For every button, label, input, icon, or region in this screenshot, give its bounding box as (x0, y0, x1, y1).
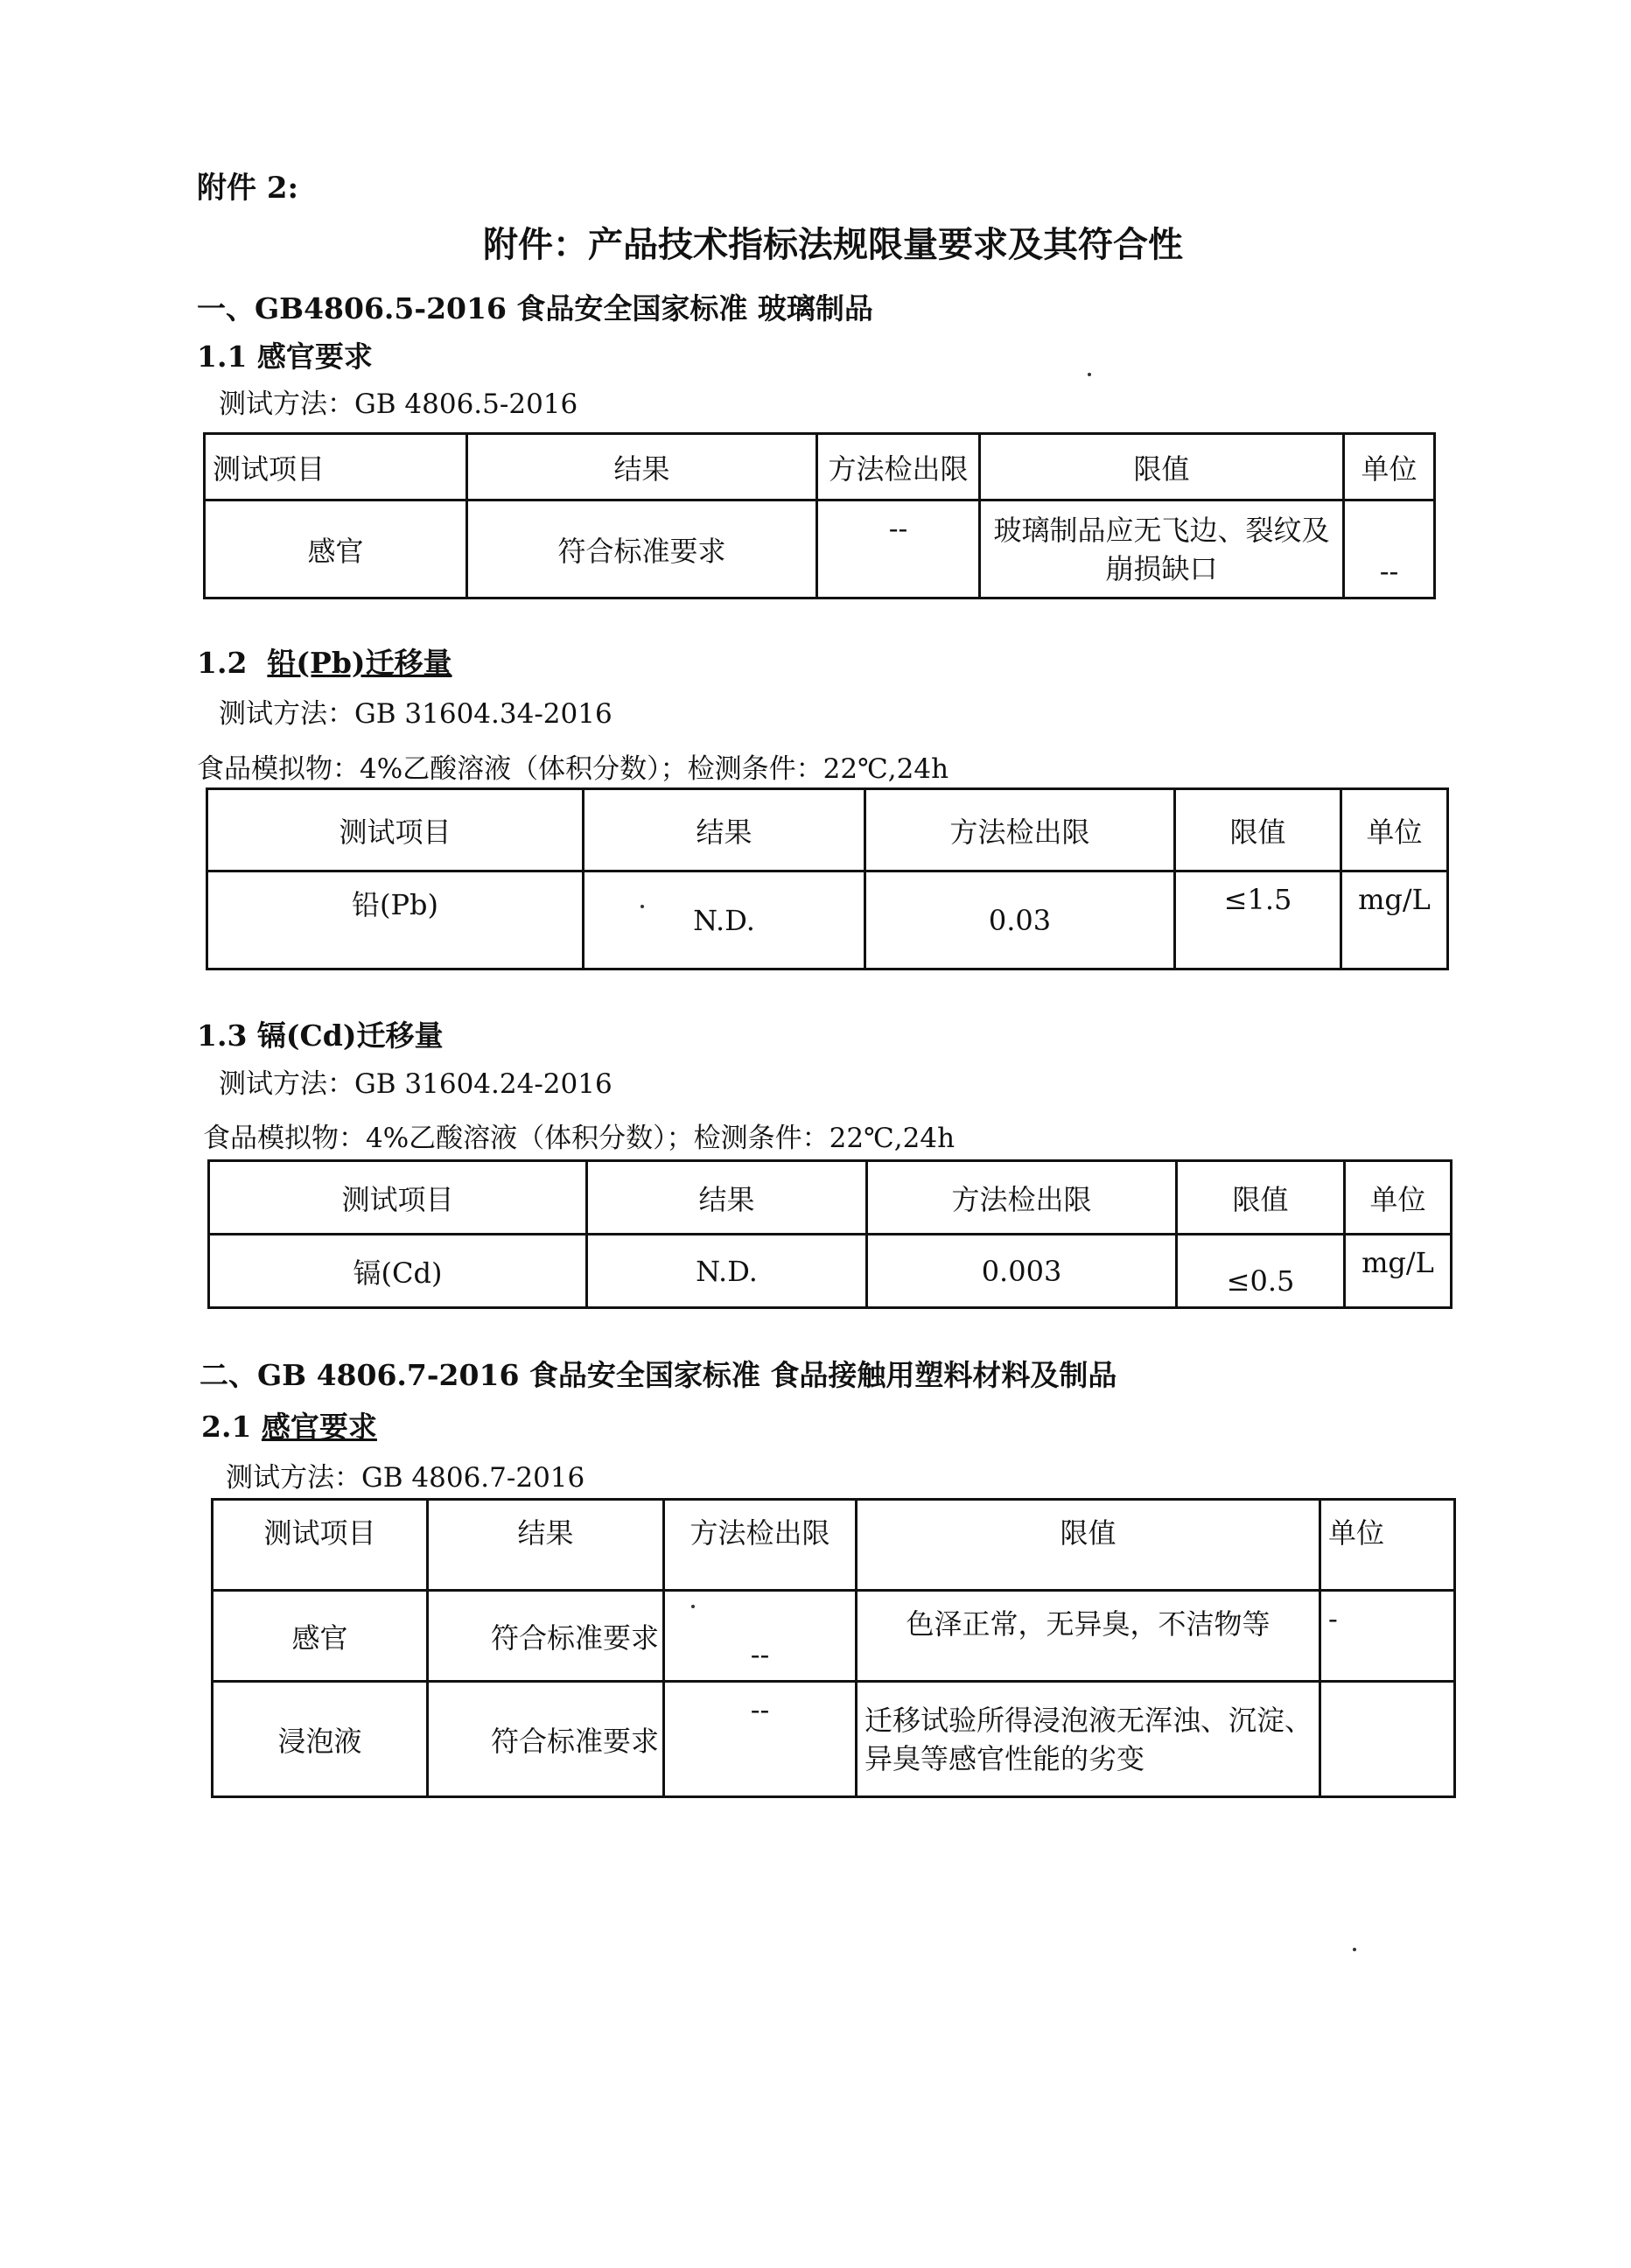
cell-result: 符合标准要求 (428, 1591, 664, 1682)
cell-unit: - (1320, 1591, 1455, 1682)
test-condition-1-2: 食品模拟物：4%乙酸溶液（体积分数）；检测条件：22℃,24h (197, 753, 949, 785)
cell-detection-limit: 0.03 (865, 872, 1175, 970)
header-limit: 限值 (1177, 1161, 1345, 1235)
header-limit: 限值 (980, 434, 1344, 500)
attachment-label: 附件 2: (197, 171, 299, 206)
cell-detection-limit: -- (664, 1682, 857, 1797)
test-condition-1-3: 食品模拟物：4%乙酸溶液（体积分数）；检测条件：22℃,24h (203, 1123, 956, 1154)
cell-detection-limit: -- (817, 500, 980, 598)
header-detection-limit: 方法检出限 (817, 434, 980, 500)
table-1-2 (206, 788, 1449, 970)
test-method-1-2: 测试方法：GB 31604.34-2016 (219, 698, 612, 730)
header-result: 结果 (428, 1500, 664, 1591)
header-test-item: 测试项目 (209, 1161, 587, 1235)
header-test-item: 测试项目 (213, 1500, 428, 1591)
header-unit: 单位 (1344, 434, 1435, 500)
scan-speck (640, 905, 644, 908)
header-limit: 限值 (857, 1500, 1320, 1591)
header-result: 结果 (467, 434, 817, 500)
scan-speck (1353, 1948, 1356, 1951)
cell-test-item: 浸泡液 (213, 1682, 428, 1797)
cell-limit: ≤1.5 (1175, 872, 1341, 970)
scan-speck (1088, 373, 1091, 376)
header-result: 结果 (584, 789, 865, 872)
table-2-1 (211, 1498, 1456, 1798)
table-header-row (213, 1500, 1455, 1591)
cell-detection-limit: -- (664, 1591, 857, 1682)
cell-result: 符合标准要求 (467, 500, 817, 598)
table-row (213, 1682, 1455, 1797)
cell-unit: mg/L (1341, 872, 1448, 970)
header-detection-limit: 方法检出限 (867, 1161, 1177, 1235)
cell-test-item: 感官 (205, 500, 467, 598)
header-test-item: 测试项目 (205, 434, 467, 500)
section-2-heading: 二、GB 4806.7-2016 食品安全国家标准 食品接触用塑料材料及制品 (200, 1358, 1117, 1392)
table-row (205, 500, 1435, 598)
cell-unit: -- (1344, 500, 1435, 598)
cell-result: N.D. (587, 1235, 867, 1308)
cell-unit: mg/L (1345, 1235, 1452, 1308)
cell-unit (1320, 1682, 1455, 1797)
test-method-2-1: 测试方法：GB 4806.7-2016 (226, 1462, 585, 1494)
table-header-row (209, 1161, 1452, 1235)
subsection-title: 铅(Pb)迁移量 (267, 646, 452, 680)
cell-limit: ≤0.5 (1177, 1235, 1345, 1308)
table-1-3 (207, 1159, 1452, 1309)
cell-limit: 玻璃制品应无飞边、裂纹及崩损缺口 (980, 500, 1344, 598)
scan-speck (691, 1605, 695, 1608)
subsection-1-1-heading (197, 334, 373, 375)
test-method-1-3: 测试方法：GB 31604.24-2016 (219, 1068, 612, 1100)
cell-result: 符合标准要求 (428, 1682, 664, 1797)
header-test-item: 测试项目 (207, 789, 584, 872)
table-row (209, 1235, 1452, 1308)
cell-test-item: 铅(Pb) (207, 872, 584, 970)
cell-result: N.D. (584, 872, 865, 970)
subsection-number: 1.1 (197, 340, 248, 374)
header-unit: 单位 (1341, 789, 1448, 872)
cell-test-item: 镉(Cd) (209, 1235, 587, 1308)
subsection-title: 感官要求 (256, 340, 373, 374)
subsection-title: 感官要求 (261, 1410, 377, 1444)
subsection-1-2-heading (197, 640, 452, 682)
subsection-1-3-heading (197, 1013, 444, 1054)
header-detection-limit: 方法检出限 (664, 1500, 857, 1591)
subsection-number: 1.3 (197, 1018, 248, 1053)
document-title: 附件：产品技术指标法规限量要求及其符合性 (483, 224, 1183, 265)
subsection-number: 2.1 (201, 1410, 252, 1444)
table-row (213, 1591, 1455, 1682)
header-unit: 单位 (1345, 1161, 1452, 1235)
cell-limit: 迁移试验所得浸泡液无浑浊、沉淀、异臭等感官性能的劣变 (857, 1682, 1320, 1797)
table-row (207, 872, 1448, 970)
subsection-number: 1.2 (197, 646, 248, 680)
cell-limit: 色泽正常，无异臭，不洁物等 (857, 1591, 1320, 1682)
table-header-row (207, 789, 1448, 872)
subsection-2-1-heading (201, 1404, 377, 1446)
header-unit: 单位 (1320, 1500, 1455, 1591)
test-method-1-1: 测试方法：GB 4806.5-2016 (219, 388, 578, 420)
table-1-1 (203, 432, 1436, 599)
header-result: 结果 (587, 1161, 867, 1235)
header-detection-limit: 方法检出限 (865, 789, 1175, 872)
cell-test-item: 感官 (213, 1591, 428, 1682)
section-1-heading: 一、GB4806.5-2016 食品安全国家标准 玻璃制品 (197, 291, 873, 326)
header-limit: 限值 (1175, 789, 1341, 872)
subsection-title: 镉(Cd)迁移量 (256, 1018, 444, 1053)
table-header-row (205, 434, 1435, 500)
cell-detection-limit: 0.003 (867, 1235, 1177, 1308)
